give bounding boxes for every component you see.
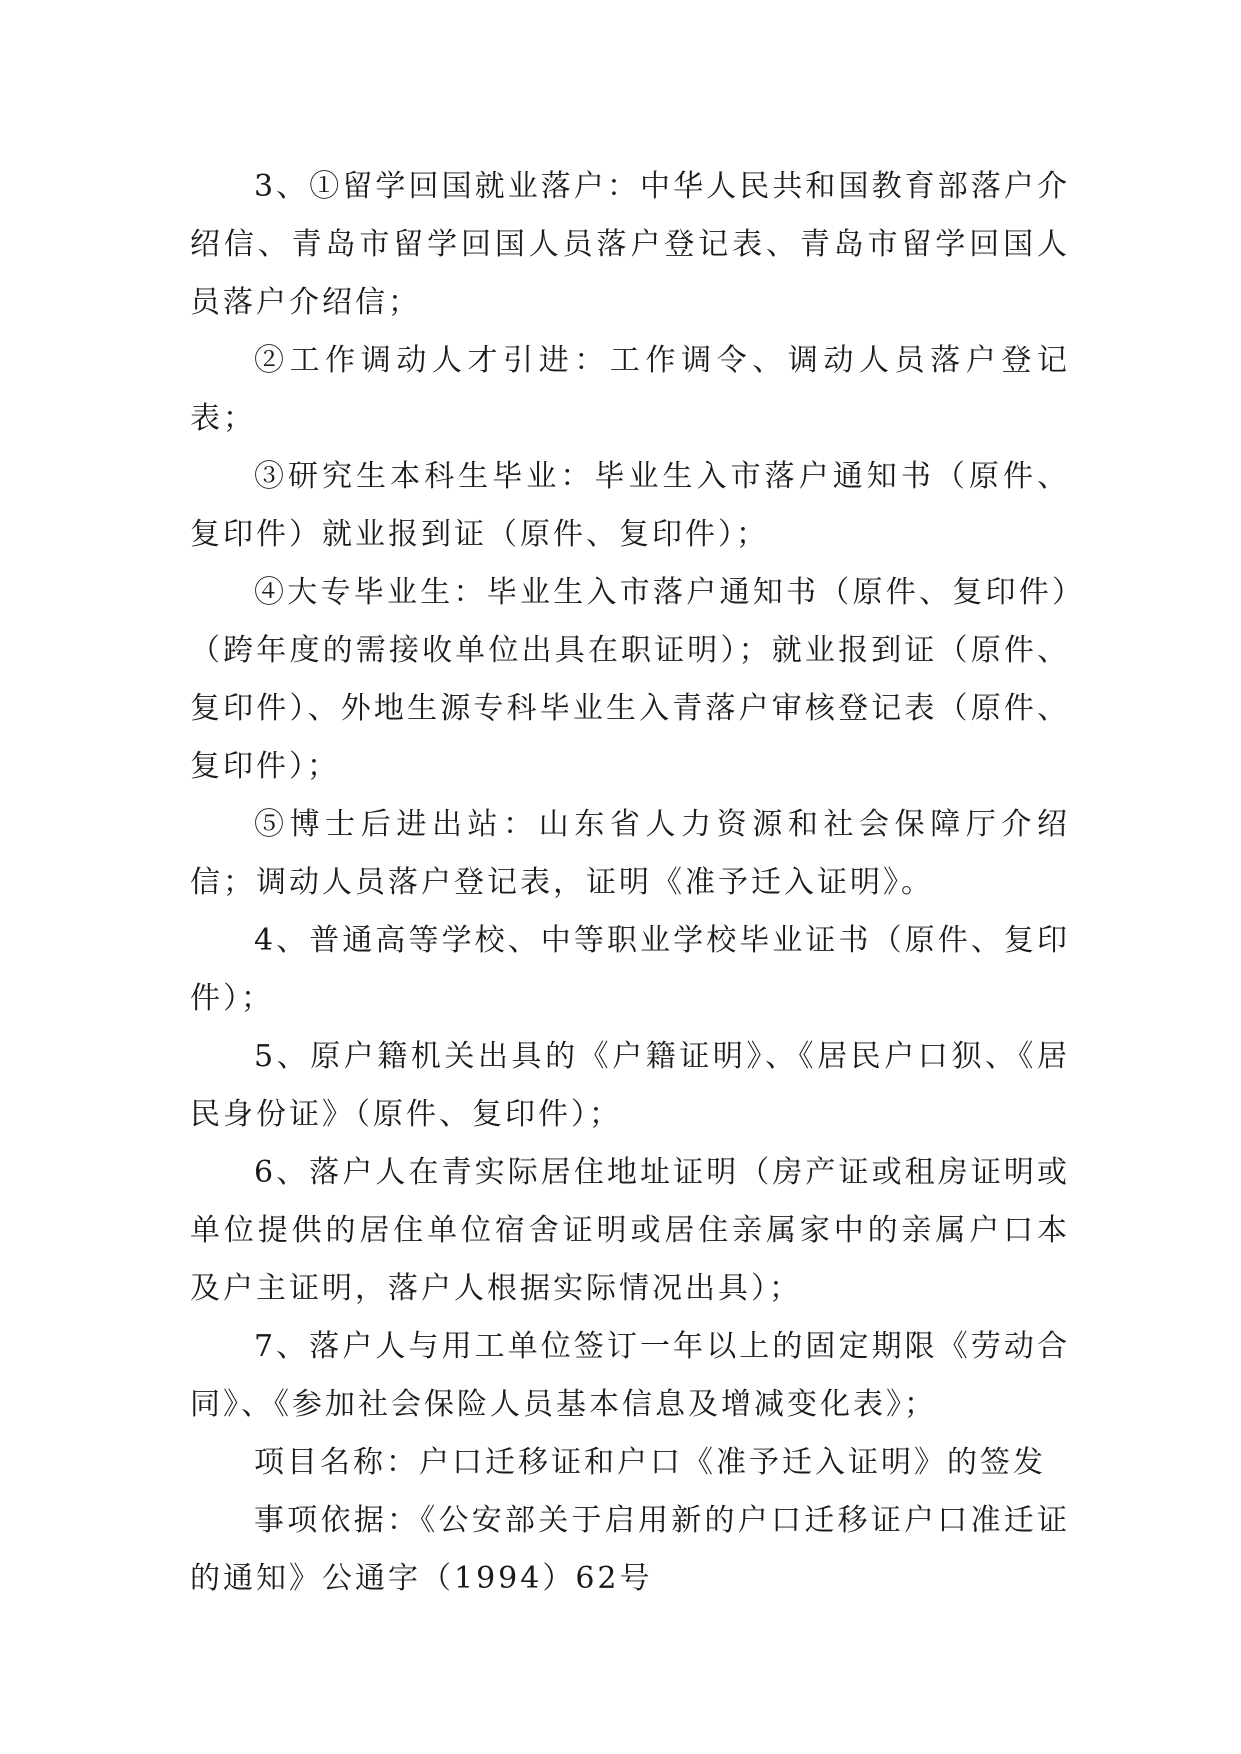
paragraph-item-5: 5、原户籍机关出具的《户籍证明》、《居民户口狈、《居民身份证》（原件、复印件）；	[190, 1039, 1070, 1132]
paragraph-graduate: ③研究生本科生毕业：毕业生入市落户通知书（原件、复印件）就业报到证（原件、复印件）；	[190, 459, 1070, 552]
paragraph-item-7: 7、落户人与用工单位签订一年以上的固定期限《劳动合同》、《参加社会保险人员基本信息及增减变化表》；	[190, 1329, 1070, 1422]
paragraph-work-transfer: ②工作调动人才引进：工作调令、调动人员落户登记表；	[190, 343, 1070, 436]
paragraph-project-name: 项目名称：户口迁移证和户口《准予迁入证明》的签发	[254, 1445, 1046, 1480]
paragraph-item-6: 6、落户人在青实际居住地址证明（房产证或租房证明或单位提供的居住单位宿舍证明或居住亲属家中的亲属户口本及户主证明，落户人根据实际情况出具）；	[190, 1155, 1070, 1306]
paragraph-basis: 事项依据：《公安部关于启用新的户口迁移证户口准迁证的通知》公通字（1994）62号	[190, 1503, 1070, 1596]
document-body	[190, 158, 1070, 1608]
paragraph-item-4: 4、普通高等学校、中等职业学校毕业证书（原件、复印件）；	[190, 923, 1070, 1016]
paragraph-postdoc: ⑤博士后进出站：山东省人力资源和社会保障厅介绍信；调动人员落户登记表，证明《准予迁入证明》。	[190, 807, 1070, 900]
paragraph-item-3: 3、①留学回国就业落户：中华人民共和国教育部落户介绍信、青岛市留学回国人员落户登记表、青岛市留学回国人员落户介绍信；	[190, 169, 1070, 320]
paragraph-college-graduate: ④大专毕业生：毕业生入市落户通知书（原件、复印件）（跨年度的需接收单位出具在职证明）；就业报到证（原件、复印件）、外地生源专科毕业生入青落户审核登记表（原件、复印件）；	[190, 575, 1070, 784]
